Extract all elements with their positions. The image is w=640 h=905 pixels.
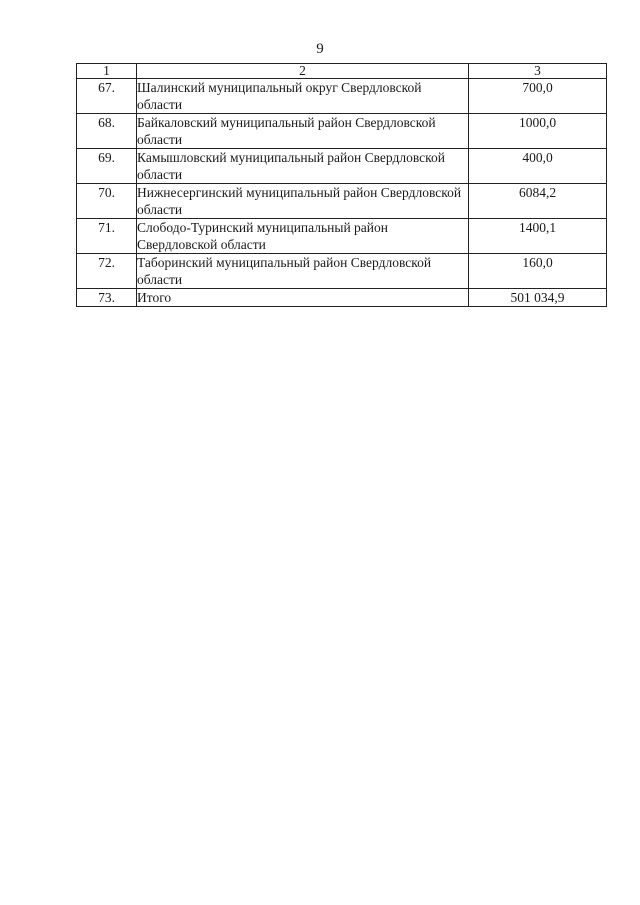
table-row <box>77 149 607 184</box>
column-header-1: 1 <box>77 64 137 79</box>
municipality-name: Камышловский муниципальный район Свердловской области <box>137 149 469 184</box>
table-header-row <box>77 64 607 79</box>
amount-value: 400,0 <box>469 149 607 184</box>
row-number: 68. <box>77 114 137 149</box>
table-row <box>77 254 607 289</box>
municipality-name: Байкаловский муниципальный район Свердловской области <box>137 114 469 149</box>
row-number: 73. <box>77 289 137 307</box>
table-row <box>77 114 607 149</box>
municipality-name: Таборинский муниципальный район Свердловской области <box>137 254 469 289</box>
table-row <box>77 184 607 219</box>
municipality-name: Шалинский муниципальный округ Свердловской области <box>137 79 469 114</box>
row-number: 67. <box>77 79 137 114</box>
amount-value: 160,0 <box>469 254 607 289</box>
amount-value: 1000,0 <box>469 114 607 149</box>
column-header-2: 2 <box>137 64 469 79</box>
budget-table <box>76 63 607 307</box>
municipality-name: Слободо-Туринский муниципальный район Свердловской области <box>137 219 469 254</box>
amount-value: 700,0 <box>469 79 607 114</box>
table-total-row <box>77 289 607 307</box>
total-label: Итого <box>137 289 469 307</box>
amount-value: 1400,1 <box>469 219 607 254</box>
total-value: 501 034,9 <box>469 289 607 307</box>
row-number: 69. <box>77 149 137 184</box>
table-row <box>77 219 607 254</box>
table-row <box>77 79 607 114</box>
row-number: 72. <box>77 254 137 289</box>
municipality-name: Нижнесергинский муниципальный район Свердловской области <box>137 184 469 219</box>
row-number: 71. <box>77 219 137 254</box>
page-number: 9 <box>316 41 324 57</box>
column-header-3: 3 <box>469 64 607 79</box>
row-number: 70. <box>77 184 137 219</box>
amount-value: 6084,2 <box>469 184 607 219</box>
